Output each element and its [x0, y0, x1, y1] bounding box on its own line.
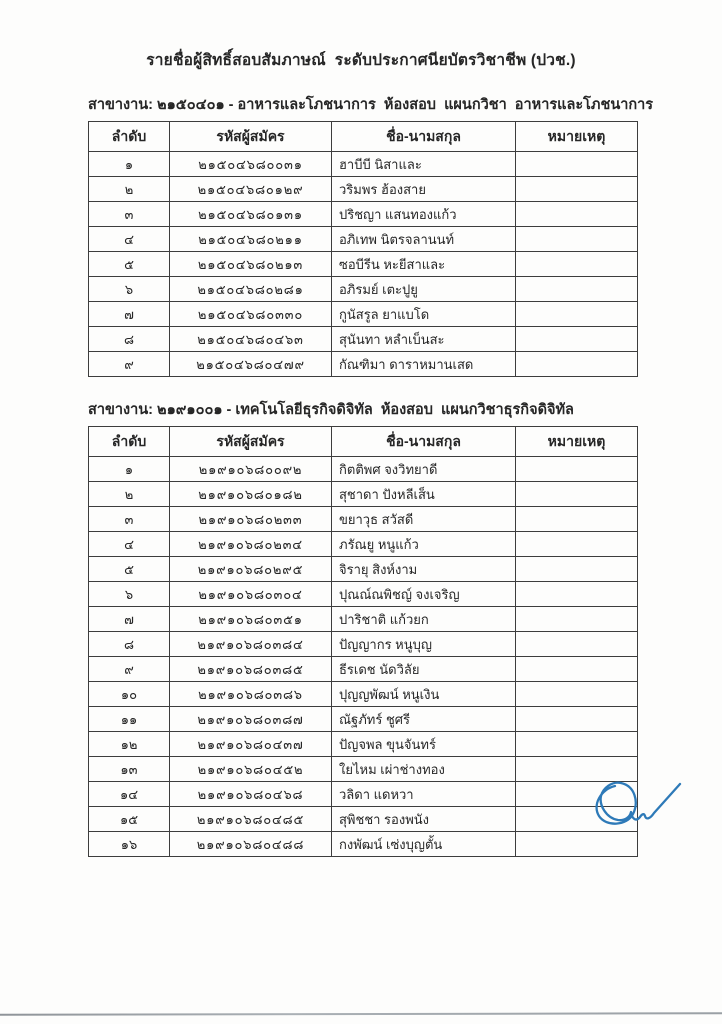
- cell-no: ๑: [89, 152, 170, 177]
- cell-code: ๒๑๙๑๐๖๘๐๒๓๔: [170, 532, 332, 557]
- cell-note: [516, 657, 638, 682]
- table-row: [89, 632, 638, 657]
- cell-no: ๗: [89, 607, 170, 632]
- cell-code: ๒๑๙๑๐๖๘๐๔๓๗: [170, 732, 332, 757]
- table-row: [89, 252, 638, 277]
- cell-name: วลิดา แดหวา: [332, 782, 516, 807]
- section-food-nutrition: [88, 93, 654, 377]
- table-row: [89, 782, 638, 807]
- cell-name: สุนันทา หลำเบ็นสะ: [332, 327, 516, 352]
- cell-name: ภรัณยู หนูแก้ว: [332, 532, 516, 557]
- cell-code: ๒๑๙๑๐๖๘๐๑๘๒: [170, 482, 332, 507]
- cell-note: [516, 152, 638, 177]
- cell-code: ๒๑๕๐๔๖๘๐๒๑๑: [170, 227, 332, 252]
- cell-name: อภิเทพ นิตรจลานนท์: [332, 227, 516, 252]
- cell-note: [516, 277, 638, 302]
- cell-note: [516, 507, 638, 532]
- cell-note: [516, 202, 638, 227]
- column-header-code: รหัสผู้สมัคร: [170, 122, 332, 152]
- page-title: รายชื่อผู้สิทธิ์สอบสัมภาษณ์ ระดับประกาศนียบัตรวิชาชีพ (ปวช.): [146, 52, 576, 69]
- cell-note: [516, 302, 638, 327]
- column-header-note: หมายเหตุ: [516, 427, 638, 457]
- cell-name: ปุญญพัฒน์ หนูเงิน: [332, 682, 516, 707]
- table-row: [89, 482, 638, 507]
- cell-name: ธีรเดช นัดวิลัย: [332, 657, 516, 682]
- table-row: [89, 302, 638, 327]
- cell-code: ๒๑๙๑๐๖๘๐๔๘๘: [170, 832, 332, 857]
- cell-name: กูนัสรูล ยาแบโด: [332, 302, 516, 327]
- cell-code: ๒๑๙๑๐๖๘๐๓๐๔: [170, 582, 332, 607]
- cell-code: ๒๑๙๑๐๖๘๐๓๘๕: [170, 657, 332, 682]
- cell-code: ๒๑๕๐๔๖๘๐๑๒๙: [170, 177, 332, 202]
- table-row: [89, 732, 638, 757]
- table-row: [89, 557, 638, 582]
- column-header-no: ลำดับ: [89, 122, 170, 152]
- cell-name: กงพัฒน์ เซ่งบุญตั้น: [332, 832, 516, 857]
- cell-no: ๒: [89, 482, 170, 507]
- cell-name: สุพิชชา รองพนัง: [332, 807, 516, 832]
- column-header-name: ชื่อ-นามสกุล: [332, 427, 516, 457]
- section-digital-business: [88, 398, 638, 857]
- cell-no: ๑๓: [89, 757, 170, 782]
- cell-code: ๒๑๙๑๐๖๘๐๓๕๑: [170, 607, 332, 632]
- cell-note: [516, 682, 638, 707]
- cell-note: [516, 582, 638, 607]
- table-row: [89, 152, 638, 177]
- cell-name: ณัฐภัทร์ ชูศรี: [332, 707, 516, 732]
- cell-name: กิตติพศ จงวิทยาดี: [332, 457, 516, 482]
- cell-code: ๒๑๕๐๔๖๘๐๓๓๐: [170, 302, 332, 327]
- cell-no: ๑: [89, 457, 170, 482]
- cell-note: [516, 832, 638, 857]
- cell-code: ๒๑๕๐๔๖๘๐๔๖๓: [170, 327, 332, 352]
- cell-no: ๒: [89, 177, 170, 202]
- cell-note: [516, 352, 638, 377]
- table-row: [89, 582, 638, 607]
- cell-no: ๕: [89, 252, 170, 277]
- cell-no: ๑๒: [89, 732, 170, 757]
- candidate-table: [88, 121, 638, 377]
- table-row: [89, 507, 638, 532]
- cell-note: [516, 482, 638, 507]
- table-row: [89, 352, 638, 377]
- section-label: สาขางาน: ๒๑๙๑๐๐๑ - เทคโนโลยีธุรกิจดิจิทัล ห้องสอบ แผนกวิชาธุรกิจดิจิทัล: [88, 402, 574, 418]
- cell-note: [516, 782, 638, 807]
- cell-code: ๒๑๙๑๐๖๘๐๒๓๓: [170, 507, 332, 532]
- table-row: [89, 177, 638, 202]
- cell-code: ๒๑๙๑๐๖๘๐๔๕๒: [170, 757, 332, 782]
- cell-code: ๒๑๕๐๔๖๘๐๐๓๑: [170, 152, 332, 177]
- cell-code: ๒๑๙๑๐๖๘๐๓๘๗: [170, 707, 332, 732]
- cell-note: [516, 532, 638, 557]
- column-header-note: หมายเหตุ: [516, 122, 638, 152]
- column-header-name: ชื่อ-นามสกุล: [332, 122, 516, 152]
- cell-note: [516, 177, 638, 202]
- cell-code: ๒๑๕๐๔๖๘๐๒๑๓: [170, 252, 332, 277]
- section-label: สาขางาน: ๒๑๕๐๔๐๑ - อาหารและโภชนาการ ห้องสอบ แผนกวิชา อาหารและโภชนาการ: [88, 97, 654, 113]
- cell-no: ๑๐: [89, 682, 170, 707]
- cell-code: ๒๑๕๐๔๖๘๐๒๘๑: [170, 277, 332, 302]
- cell-no: ๑๔: [89, 782, 170, 807]
- cell-no: ๘: [89, 632, 170, 657]
- cell-no: ๖: [89, 277, 170, 302]
- table-row: [89, 607, 638, 632]
- candidate-table: [88, 426, 638, 857]
- column-header-no: ลำดับ: [89, 427, 170, 457]
- cell-note: [516, 457, 638, 482]
- cell-no: ๓: [89, 202, 170, 227]
- cell-name: อภิรมย์ เตะปูยู: [332, 277, 516, 302]
- table-row: [89, 807, 638, 832]
- cell-note: [516, 632, 638, 657]
- table-row: [89, 682, 638, 707]
- cell-note: [516, 607, 638, 632]
- cell-note: [516, 227, 638, 252]
- cell-code: ๒๑๙๑๐๖๘๐๔๘๕: [170, 807, 332, 832]
- table-row: [89, 327, 638, 352]
- cell-name: สุชาดา ปังหลีเส็น: [332, 482, 516, 507]
- cell-name: ปริชญา แสนทองแก้ว: [332, 202, 516, 227]
- cell-code: ๒๑๕๐๔๖๘๐๔๗๙: [170, 352, 332, 377]
- cell-note: [516, 252, 638, 277]
- cell-code: ๒๑๙๑๐๖๘๐๔๖๘: [170, 782, 332, 807]
- cell-name: ขยาวุธ สวัสดี: [332, 507, 516, 532]
- table-header-row: [89, 427, 638, 457]
- cell-note: [516, 807, 638, 832]
- cell-name: ซอบีรีน หะยีสาและ: [332, 252, 516, 277]
- cell-no: ๖: [89, 582, 170, 607]
- cell-name: ฮาบีบี นิสาและ: [332, 152, 516, 177]
- table-row: [89, 757, 638, 782]
- cell-code: ๒๑๙๑๐๖๘๐๐๙๒: [170, 457, 332, 482]
- cell-name: จิรายุ สิงห์งาม: [332, 557, 516, 582]
- cell-no: ๑๑: [89, 707, 170, 732]
- table-row: [89, 657, 638, 682]
- table-row: [89, 457, 638, 482]
- cell-note: [516, 557, 638, 582]
- table-row: [89, 227, 638, 252]
- cell-no: ๘: [89, 327, 170, 352]
- cell-code: ๒๑๙๑๐๖๘๐๓๘๔: [170, 632, 332, 657]
- cell-code: ๒๑๙๑๐๖๘๐๒๙๕: [170, 557, 332, 582]
- table-row: [89, 532, 638, 557]
- scan-page-edge: [0, 1012, 722, 1016]
- table-row: [89, 832, 638, 857]
- cell-code: ๒๑๕๐๔๖๘๐๑๓๑: [170, 202, 332, 227]
- cell-no: ๙: [89, 352, 170, 377]
- cell-no: ๑๖: [89, 832, 170, 857]
- cell-note: [516, 732, 638, 757]
- table-row: [89, 202, 638, 227]
- cell-no: ๑๕: [89, 807, 170, 832]
- cell-no: ๔: [89, 227, 170, 252]
- cell-note: [516, 327, 638, 352]
- cell-no: ๔: [89, 532, 170, 557]
- cell-name: กัณฑิมา ดาราหมานเสด: [332, 352, 516, 377]
- cell-name: ปุณณ์ณพิชญ์ จงเจริญ: [332, 582, 516, 607]
- cell-note: [516, 757, 638, 782]
- cell-name: วริมพร ฮ้องสาย: [332, 177, 516, 202]
- table-row: [89, 277, 638, 302]
- cell-code: ๒๑๙๑๐๖๘๐๓๘๖: [170, 682, 332, 707]
- cell-no: ๓: [89, 507, 170, 532]
- cell-name: ใยไหม เผ่าช่างทอง: [332, 757, 516, 782]
- cell-no: ๗: [89, 302, 170, 327]
- column-header-code: รหัสผู้สมัคร: [170, 427, 332, 457]
- cell-no: ๕: [89, 557, 170, 582]
- cell-name: ปัญจพล ขุนจันทร์: [332, 732, 516, 757]
- table-header-row: [89, 122, 638, 152]
- cell-note: [516, 707, 638, 732]
- cell-name: ปาริชาติ แก้วยก: [332, 607, 516, 632]
- cell-name: ปัญญากร หนูบุญ: [332, 632, 516, 657]
- table-row: [89, 707, 638, 732]
- cell-no: ๙: [89, 657, 170, 682]
